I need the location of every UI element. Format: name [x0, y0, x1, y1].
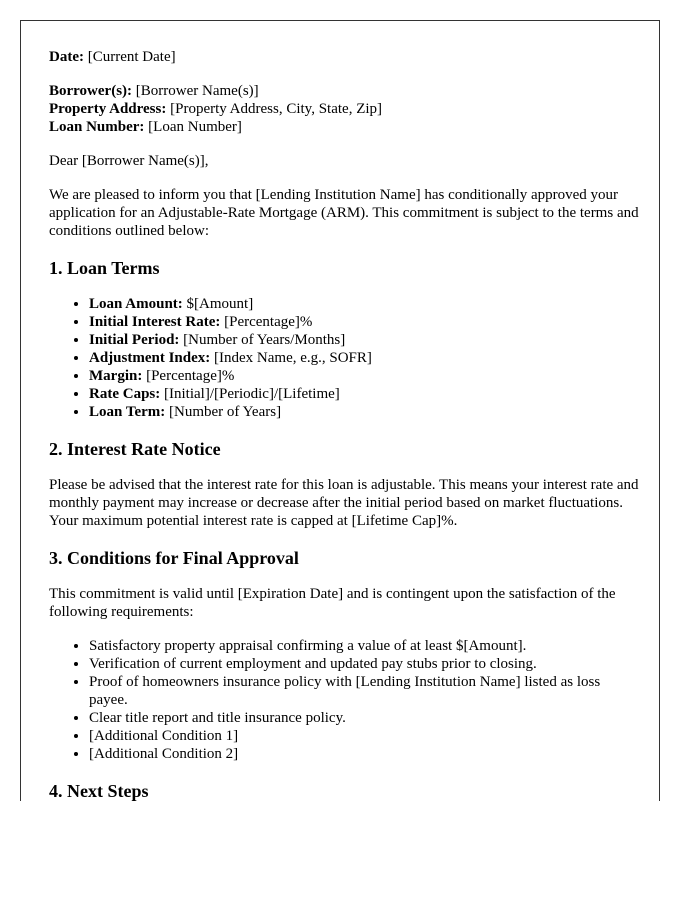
property-address-value: [Property Address, City, State, Zip] [170, 101, 383, 117]
date-line [49, 48, 639, 66]
property-address-line [49, 100, 639, 118]
list-item [89, 403, 639, 421]
term-value: [Number of Years/Months] [183, 332, 346, 348]
loan-number-line [49, 118, 639, 136]
section-heading-conditions: 3. Conditions for Final Approval [49, 548, 299, 568]
list-item: • Proof of homeowners insurance policy with [Lending Institution Name] listed as loss payee. [89, 673, 639, 709]
term-value: $[Amount] [186, 296, 254, 312]
loan-number-value: [Loan Number] [148, 119, 242, 135]
term-value: [Index Name, e.g., SOFR] [214, 350, 372, 366]
section-heading-interest-rate-notice: 2. Interest Rate Notice [49, 439, 221, 459]
term-value: [Initial]/[Periodic]/[Lifetime] [164, 386, 340, 402]
list-item [89, 313, 639, 331]
borrower-label: Borrower(s): [49, 83, 133, 99]
property-address-label: Property Address: [49, 101, 167, 117]
term-label: Initial Interest Rate: [89, 314, 221, 330]
conditions-intro-paragraph: This commitment is valid until [Expiration Date] and is contingent upon the satisfaction of the following requirements: [49, 586, 616, 620]
list-item: • Verification of current employment and updated pay stubs prior to closing. [89, 655, 639, 673]
list-item [89, 295, 639, 313]
list-item [89, 349, 639, 367]
letter-page [20, 20, 660, 801]
term-value: [Percentage]% [146, 368, 235, 384]
list-item [89, 367, 639, 385]
loan-terms-list [49, 295, 639, 421]
term-label: Loan Term: [89, 404, 166, 420]
term-label: Loan Amount: [89, 296, 183, 312]
date-value: [Current Date] [87, 49, 176, 65]
list-item: • Clear title report and title insurance policy. [89, 709, 639, 727]
list-item: • Satisfactory property appraisal confirming a value of at least $[Amount]. [89, 637, 639, 655]
section-heading-loan-terms: 1. Loan Terms [49, 258, 160, 278]
list-item [89, 385, 639, 403]
interest-rate-notice-paragraph: Please be advised that the interest rate for this loan is adjustable. This means your interest rate and monthly payment may increase or decrease after the initial period based on market fluctuations. Your maximum potential interest rate is capped at [Lifetime Cap]%. [49, 477, 639, 529]
section-heading-next-steps: 4. Next Steps [49, 781, 149, 801]
term-label: Margin: [89, 368, 143, 384]
term-label: Initial Period: [89, 332, 180, 348]
intro-paragraph: We are pleased to inform you that [Lending Institution Name] has conditionally approved your application for an Adjustable-Rate Mortgage (ARM). This commitment is subject to the terms and conditions outlined below: [49, 187, 639, 239]
borrower-line [49, 82, 639, 100]
term-value: [Number of Years] [169, 404, 282, 420]
term-label: Adjustment Index: [89, 350, 211, 366]
loan-number-label: Loan Number: [49, 119, 145, 135]
borrower-info-block [49, 82, 639, 136]
term-label: Rate Caps: [89, 386, 161, 402]
conditions-list [49, 637, 639, 763]
salutation: Dear [Borrower Name(s)], [49, 153, 209, 169]
letter-content [49, 48, 639, 801]
list-item [89, 331, 639, 349]
date-label: Date: [49, 49, 84, 65]
list-item: • [Additional Condition 2] [89, 745, 639, 763]
borrower-value: [Borrower Name(s)] [135, 83, 259, 99]
list-item: • [Additional Condition 1] [89, 727, 639, 745]
term-value: [Percentage]% [224, 314, 313, 330]
